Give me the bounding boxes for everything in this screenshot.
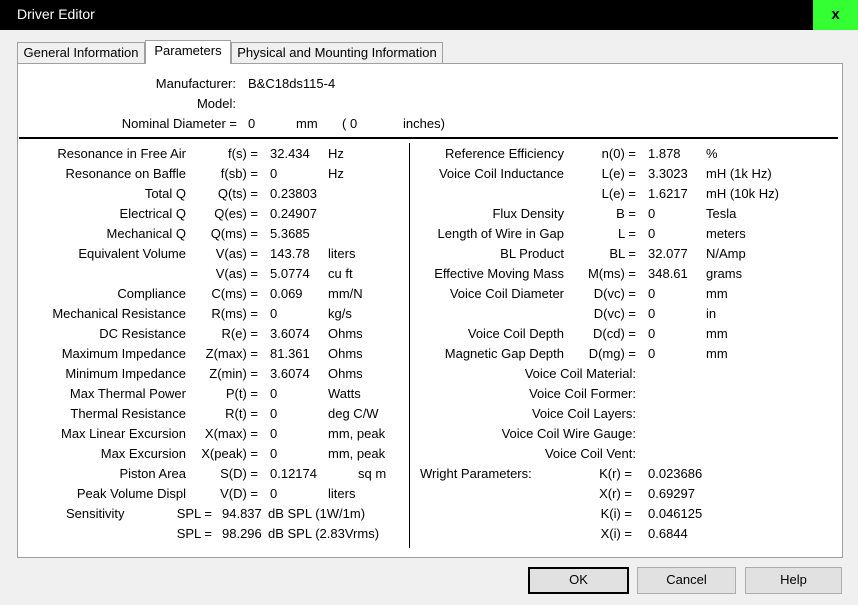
param-label: Piston Area bbox=[119, 466, 186, 481]
param-unit: grams bbox=[706, 266, 743, 281]
param-symbol: Q(ts) = bbox=[217, 186, 258, 201]
param-unit: kg/s bbox=[328, 306, 352, 321]
param-value: 0.12174 bbox=[270, 466, 317, 481]
param-symbol: L(e) = bbox=[601, 166, 636, 181]
param-label: Electrical Q bbox=[119, 206, 186, 221]
nominal-diameter-mm: 0 bbox=[248, 116, 256, 131]
param-value: 1.878 bbox=[648, 146, 681, 161]
param-symbol: f(s) = bbox=[228, 146, 258, 161]
param-symbol: V(as) = bbox=[215, 266, 258, 281]
wright-symbol: K(i) = bbox=[600, 506, 632, 521]
tab-general-information[interactable]: General Information bbox=[17, 42, 145, 64]
nominal-diameter-inches: ( 0 bbox=[342, 116, 358, 131]
param-value: 5.3685 bbox=[270, 226, 310, 241]
param-unit: mH (1k Hz) bbox=[706, 166, 772, 181]
param-unit: meters bbox=[706, 226, 746, 241]
help-button[interactable]: Help bbox=[745, 567, 842, 594]
param-unit: Hz bbox=[328, 166, 344, 181]
param-label: Maximum Impedance bbox=[61, 346, 186, 361]
param-value: 81.361 bbox=[270, 346, 310, 361]
param-value: 0 bbox=[648, 346, 656, 361]
param-value: 0 bbox=[270, 446, 278, 461]
param-unit: liters bbox=[328, 486, 356, 501]
param-unit: liters bbox=[328, 246, 356, 261]
param-label: Mechanical Q bbox=[106, 226, 186, 241]
param-symbol: n(0) = bbox=[601, 146, 636, 161]
wright-symbol: K(r) = bbox=[599, 466, 632, 481]
mm-unit: mm bbox=[296, 116, 318, 131]
param-unit: mm, peak bbox=[328, 426, 386, 441]
param-label: DC Resistance bbox=[99, 326, 186, 341]
param-unit: deg C/W bbox=[328, 406, 379, 421]
param-value: 0 bbox=[648, 226, 656, 241]
param-value: 0 bbox=[270, 486, 278, 501]
tab-parameters[interactable]: Parameters bbox=[145, 40, 231, 64]
param-symbol: D(cd) = bbox=[593, 326, 636, 341]
model-label: Model: bbox=[196, 96, 236, 111]
param-symbol: V(as) = bbox=[215, 246, 258, 261]
voice-coil-layers-label: Voice Coil Layers: bbox=[531, 406, 636, 421]
nominal-diameter-label: Nominal Diameter = bbox=[121, 116, 237, 131]
param-label: Voice Coil Diameter bbox=[449, 286, 564, 301]
cancel-button[interactable]: Cancel bbox=[637, 567, 736, 594]
param-value: 0 bbox=[270, 386, 278, 401]
param-value: 32.434 bbox=[270, 146, 310, 161]
param-label: Peak Volume Displ bbox=[76, 486, 186, 501]
param-symbol: X(max) = bbox=[204, 426, 258, 441]
spl-unit: dB SPL (1W/1m) bbox=[268, 506, 366, 521]
param-value: 0 bbox=[270, 306, 278, 321]
param-value: 3.3023 bbox=[648, 166, 688, 181]
param-symbol: D(vc) = bbox=[593, 306, 636, 321]
param-unit: mm, peak bbox=[328, 446, 386, 461]
ok-button[interactable]: OK bbox=[528, 567, 629, 594]
voice-coil-material-label: Voice Coil Material: bbox=[524, 366, 636, 381]
param-value: 32.077 bbox=[648, 246, 688, 261]
param-unit: mm/N bbox=[328, 286, 363, 301]
param-value: 0 bbox=[648, 206, 656, 221]
param-unit: cu ft bbox=[328, 266, 353, 281]
column-divider bbox=[409, 143, 410, 548]
param-value: 5.0774 bbox=[270, 266, 310, 281]
tab-physical-mounting[interactable]: Physical and Mounting Information bbox=[231, 42, 443, 64]
param-value: 0 bbox=[270, 166, 278, 181]
sensitivity-label: Sensitivity bbox=[66, 506, 125, 521]
param-label: Equivalent Volume bbox=[78, 246, 186, 261]
wright-value: 0.6844 bbox=[648, 526, 688, 541]
param-label: Resonance on Baffle bbox=[65, 166, 186, 181]
param-value: 0 bbox=[648, 326, 656, 341]
param-unit: in bbox=[706, 306, 717, 321]
param-label: Length of Wire in Gap bbox=[437, 226, 564, 241]
inches-unit: inches) bbox=[403, 116, 445, 131]
param-unit: % bbox=[706, 146, 718, 161]
param-symbol: L = bbox=[618, 226, 636, 241]
param-label: Compliance bbox=[117, 286, 186, 301]
param-value: 3.6074 bbox=[270, 326, 310, 341]
param-symbol: B = bbox=[616, 206, 636, 221]
param-label: Resonance in Free Air bbox=[57, 146, 186, 161]
spl-value: 94.837 bbox=[222, 506, 262, 521]
param-unit: Ohms bbox=[328, 326, 363, 341]
param-label: Effective Moving Mass bbox=[434, 266, 564, 281]
param-symbol: Z(max) = bbox=[205, 346, 258, 361]
param-value: 0.24907 bbox=[270, 206, 317, 221]
param-label: Flux Density bbox=[492, 206, 564, 221]
spl-value: 98.296 bbox=[222, 526, 262, 541]
param-label: Total Q bbox=[144, 186, 186, 201]
param-value: 3.6074 bbox=[270, 366, 310, 381]
param-symbol: V(D) = bbox=[220, 486, 258, 501]
param-unit: N/Amp bbox=[706, 246, 746, 261]
param-label: BL Product bbox=[500, 246, 564, 261]
param-value: 0.069 bbox=[270, 286, 303, 301]
param-symbol: BL = bbox=[609, 246, 636, 261]
param-unit: mm bbox=[706, 346, 728, 361]
param-label: Voice Coil Inductance bbox=[438, 166, 564, 181]
param-symbol: L(e) = bbox=[601, 186, 636, 201]
param-unit: mm bbox=[706, 286, 728, 301]
param-symbol: Z(min) = bbox=[209, 366, 258, 381]
param-label: Voice Coil Depth bbox=[467, 326, 564, 341]
param-unit: Ohms bbox=[328, 366, 363, 381]
param-unit: Ohms bbox=[328, 346, 363, 361]
manufacturer-value: B&C18ds115-4 bbox=[248, 76, 336, 91]
title-bar bbox=[0, 0, 858, 30]
voice-coil-vent-label: Voice Coil Vent: bbox=[544, 446, 636, 461]
param-symbol: Q(ms) = bbox=[210, 226, 258, 241]
param-symbol: D(vc) = bbox=[593, 286, 636, 301]
section-divider bbox=[19, 137, 838, 139]
wright-symbol: X(r) = bbox=[599, 486, 632, 501]
wright-symbol: X(i) = bbox=[600, 526, 632, 541]
param-label: Mechanical Resistance bbox=[52, 306, 186, 321]
param-value: 0 bbox=[648, 286, 656, 301]
param-label: Reference Efficiency bbox=[445, 146, 564, 161]
param-symbol: Q(es) = bbox=[214, 206, 258, 221]
param-symbol: D(mg) = bbox=[588, 346, 636, 361]
param-unit: Watts bbox=[328, 386, 361, 401]
param-unit: mH (10k Hz) bbox=[706, 186, 779, 201]
param-label: Max Thermal Power bbox=[69, 386, 186, 401]
param-unit: sq m bbox=[358, 466, 387, 481]
close-button[interactable]: x bbox=[813, 0, 858, 30]
param-value: 1.6217 bbox=[648, 186, 688, 201]
wright-value: 0.69297 bbox=[648, 486, 695, 501]
voice-coil-wire-gauge-label: Voice Coil Wire Gauge: bbox=[501, 426, 636, 441]
param-value: 0.23803 bbox=[270, 186, 317, 201]
param-symbol: R(t) = bbox=[225, 406, 258, 421]
spl-symbol: SPL = bbox=[176, 506, 212, 521]
param-value: 348.61 bbox=[648, 266, 688, 281]
param-unit: mm bbox=[706, 326, 728, 341]
param-symbol: f(sb) = bbox=[220, 166, 258, 181]
param-label: Max Excursion bbox=[100, 446, 186, 461]
window-title: Driver Editor bbox=[17, 6, 95, 22]
param-unit: Hz bbox=[328, 146, 344, 161]
param-symbol: P(t) = bbox=[225, 386, 258, 401]
wright-value: 0.046125 bbox=[648, 506, 703, 521]
wright-value: 0.023686 bbox=[648, 466, 703, 481]
param-symbol: R(e) = bbox=[221, 326, 258, 341]
manufacturer-label: Manufacturer: bbox=[155, 76, 236, 91]
param-value: 0 bbox=[270, 406, 278, 421]
spl-unit: dB SPL (2.83Vrms) bbox=[268, 526, 380, 541]
param-unit: Tesla bbox=[706, 206, 737, 221]
voice-coil-former-label: Voice Coil Former: bbox=[529, 386, 636, 401]
param-value: 0 bbox=[648, 306, 656, 321]
param-symbol: S(D) = bbox=[220, 466, 258, 481]
param-value: 0 bbox=[270, 426, 278, 441]
param-symbol: M(ms) = bbox=[587, 266, 636, 281]
param-label: Thermal Resistance bbox=[70, 406, 186, 421]
wright-parameters-label: Wright Parameters: bbox=[420, 466, 532, 481]
param-value: 143.78 bbox=[270, 246, 310, 261]
param-label: Minimum Impedance bbox=[65, 366, 186, 381]
param-symbol: R(ms) = bbox=[211, 306, 258, 321]
spl-symbol: SPL = bbox=[176, 526, 212, 541]
param-symbol: C(ms) = bbox=[211, 286, 258, 301]
param-label: Max Linear Excursion bbox=[61, 426, 186, 441]
param-label: Magnetic Gap Depth bbox=[444, 346, 564, 361]
param-symbol: X(peak) = bbox=[201, 446, 258, 461]
